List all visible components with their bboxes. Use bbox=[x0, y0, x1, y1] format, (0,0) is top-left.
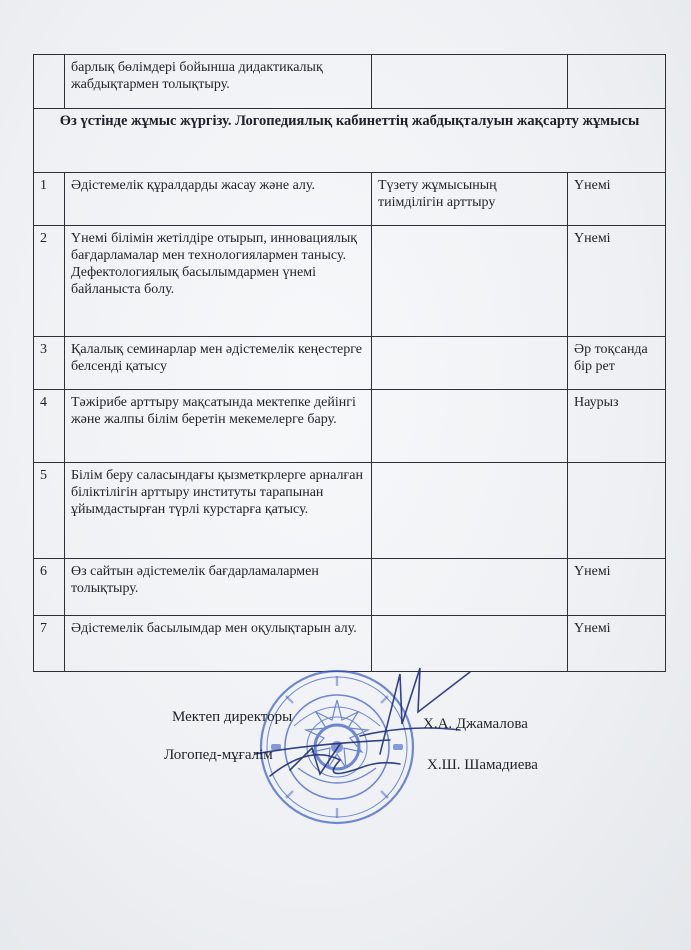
row-text-cell: Әдістемелік құралдарды жасау және алу. bbox=[65, 173, 372, 226]
row-text-cell: Білім беру саласындағы қызметкрлерге арналған біліктілігін арттыру институты тарапынан ұйымдастырған түрлі курстарға қатысу. bbox=[65, 463, 372, 559]
row-number-cell: 3 bbox=[34, 337, 65, 390]
row-number-cell: 5 bbox=[34, 463, 65, 559]
row-result-cell bbox=[372, 390, 568, 463]
row-text-cell: Өз сайтын әдістемелік бағдарламалармен толықтыру. bbox=[65, 559, 372, 616]
table-row bbox=[34, 173, 666, 226]
row-result-cell bbox=[372, 463, 568, 559]
table-row bbox=[34, 226, 666, 337]
section-title: Өз үстінде жұмыс жүргізу. Логопедиялық кабинеттің жабдықталуын жақсарту жұмысы bbox=[34, 109, 666, 173]
table-row bbox=[34, 390, 666, 463]
row-deadline-cell: Үнемі bbox=[568, 173, 666, 226]
row-deadline-cell: Үнемі bbox=[568, 559, 666, 616]
table-row bbox=[34, 337, 666, 390]
table-row bbox=[34, 55, 666, 109]
row-number-cell: 1 bbox=[34, 173, 65, 226]
section-header-row bbox=[34, 109, 666, 173]
plan-table bbox=[33, 54, 666, 672]
row-result-cell bbox=[372, 559, 568, 616]
row-number-cell: 6 bbox=[34, 559, 65, 616]
row-deadline-cell: Үнемі bbox=[568, 616, 666, 672]
row-number-cell: 4 bbox=[34, 390, 65, 463]
row-number-cell: 2 bbox=[34, 226, 65, 337]
row-result-cell: Түзету жұмысының тиімділігін арттыру bbox=[372, 173, 568, 226]
row-text-cell: барлық бөлімдері бойынша дидактикалық жабдықтармен толықтыру. bbox=[65, 55, 372, 109]
row-deadline-cell bbox=[568, 463, 666, 559]
speech-therapist-name: Х.Ш. Шамадиева bbox=[427, 757, 538, 773]
row-text-cell: Тәжірибе арттыру мақсатында мектепке дейінгі және жалпы білім беретін мекемелерге бару. bbox=[65, 390, 372, 463]
row-number-cell bbox=[34, 55, 65, 109]
row-deadline-cell: Үнемі bbox=[568, 226, 666, 337]
row-result-cell bbox=[372, 337, 568, 390]
row-text-cell: Қалалық семинарлар мен әдістемелік кеңестерге белсенді қатысу bbox=[65, 337, 372, 390]
row-deadline-cell bbox=[568, 55, 666, 109]
row-deadline-cell: Наурыз bbox=[568, 390, 666, 463]
director-name: Х.А. Джамалова bbox=[423, 716, 528, 732]
row-text-cell: Әдістемелік басылымдар мен оқулықтарын алу. bbox=[65, 616, 372, 672]
handwritten-signature-icon bbox=[250, 664, 490, 804]
row-text-cell: Үнемі білімін жетілдіре отырып, инновациялық бағдарламалар мен технологиялармен танысу. Дефектологиялық басылымдармен үнемі байланыста болу. bbox=[65, 226, 372, 337]
row-deadline-cell: Әр тоқсанда бір рет bbox=[568, 337, 666, 390]
row-result-cell bbox=[372, 226, 568, 337]
director-title: Мектеп директоры bbox=[172, 709, 293, 725]
speech-therapist-title: Логопед-мұғалім bbox=[164, 747, 273, 763]
row-result-cell bbox=[372, 55, 568, 109]
table-row bbox=[34, 463, 666, 559]
row-number-cell: 7 bbox=[34, 616, 65, 672]
table-row bbox=[34, 559, 666, 616]
